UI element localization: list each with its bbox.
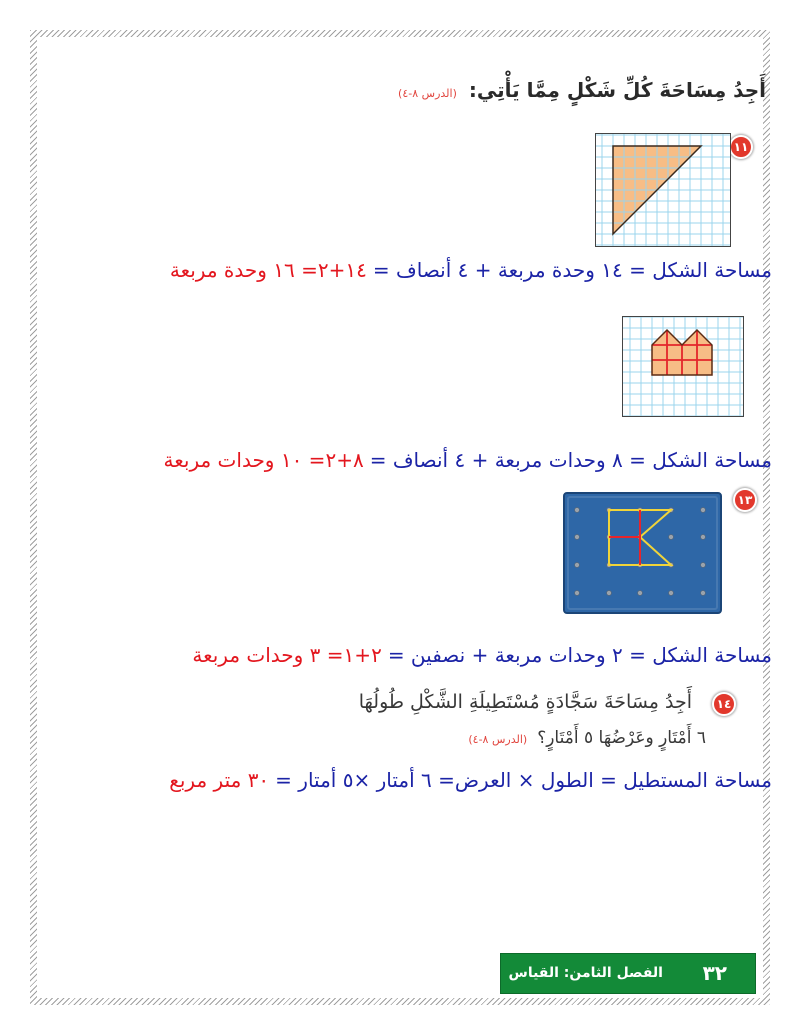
exercise-number-badge: ١١ [729,135,753,159]
geoboard-peg [575,535,580,540]
house-grid-figure [622,316,744,417]
answer-working: مساحة المستطيل = الطول × العرض= ٦ أمتار ×٥ أمتار = [275,768,772,792]
question-text: ٦ أَمْتَارٍ وعَرْضُهَا ٥ أَمْتَارٍ؟ [537,728,706,748]
geoboard-peg [669,591,674,596]
question-line-2 [468,728,706,748]
exercise-number-badge: ١٣ [733,488,757,512]
geoboard-peg [701,535,706,540]
answer-line-4 [169,767,772,793]
answer-line-1 [170,257,772,283]
geoboard-figure [563,492,722,614]
geoboard-peg [607,591,612,596]
answer-working: مساحة الشكل = ٨ وحدات مربعة + ٤ أنصاف = [369,448,772,472]
geoboard-peg [638,591,643,596]
answer-working: مساحة الشكل = ١٤ وحدة مربعة + ٤ أنصاف = [372,258,772,282]
answer-line-2 [164,447,772,473]
geoboard-peg [575,591,580,596]
geoboard-peg [575,508,580,513]
answer-result: ١٤+٢= ١٦ وحدة مربعة [169,258,367,282]
exercise-number-badge: ١٤ [712,692,736,716]
instruction-text: أَجِدُ مِسَاحَةَ كُلِّ شَكْلٍ مِمَّا يَأْتِي: [468,78,766,102]
question-text: أَجِدُ مِسَاحَةَ سَجَّادَةٍ مُسْتَطِيلَةِ الشَّكْلِ طُولُهَا [358,691,692,713]
geoboard-peg [701,591,706,596]
geoboard-peg [701,508,706,513]
answer-result: ٣٠ متر مربع [169,768,270,792]
chapter-title: الفصل الثامن: القياس [508,965,663,981]
triangle-grid-figure [595,133,731,247]
instruction-row [398,78,766,102]
geoboard-peg [669,535,674,540]
geoboard-peg [575,563,580,568]
answer-working: مساحة الشكل = ٢ وحدات مربعة + نصفين = [387,643,772,667]
lesson-reference: (الدرس ٨-٤) [468,733,528,746]
answer-result: ٢+١= ٣ وحدات مربعة [192,643,382,667]
lesson-reference: (الدرس ٨-٤) [398,87,457,100]
answer-result: ٨+٢= ١٠ وحدات مربعة [163,448,364,472]
chapter-footer [500,953,756,994]
answer-line-3 [192,642,772,668]
geoboard-peg [701,563,706,568]
question-line-1 [359,691,692,713]
page-number: ٣٢ [702,961,727,985]
